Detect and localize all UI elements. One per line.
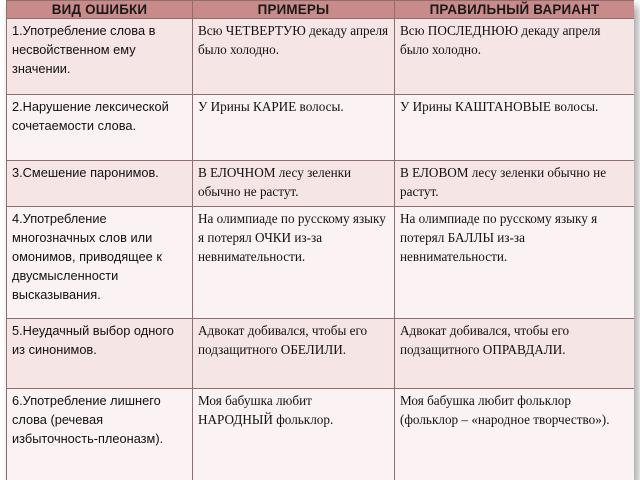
example-cell: Всю ЧЕТВЕРТУЮ декаду апреля было холодно.	[193, 19, 395, 95]
example-cell: Адвокат добивался, чтобы его подзащитного ОБЕЛИЛИ.	[193, 319, 395, 389]
example-cell: Моя бабушка любит НАРОДНЫЙ фольклор.	[193, 389, 395, 480]
correct-variant-cell: На олимпиаде по русскому языку я потерял БАЛЛЫ из-за невнимательности.	[395, 207, 635, 319]
error-type-cell: 2.Нарушение лексической сочетаемости слова.	[7, 95, 193, 161]
error-type-cell: 4.Употребление многозначных слов или омонимов, приводящее к двусмысленности высказывания.	[7, 207, 193, 319]
table-row	[7, 389, 635, 480]
table-row	[7, 319, 635, 389]
correct-variant-cell: У Ирины КАШТАНОВЫЕ волосы.	[395, 95, 635, 161]
error-type-cell: 1.Употребление слова в несвойственном ему значении.	[7, 19, 193, 95]
error-type-cell: 3.Смешение паронимов.	[7, 161, 193, 207]
error-table-container	[6, 0, 634, 480]
example-cell: У Ирины КАРИЕ волосы.	[193, 95, 395, 161]
header-examples: ПРИМЕРЫ	[193, 1, 395, 19]
table-row	[7, 161, 635, 207]
error-type-cell: 6.Употребление лишнего слова (речевая избыточность-плеоназм).	[7, 389, 193, 480]
error-type-cell: 5.Неудачный выбор одного из синонимов.	[7, 319, 193, 389]
correct-variant-cell: Всю ПОСЛЕДНЮЮ декаду апреля было холодно.	[395, 19, 635, 95]
correct-variant-cell: Адвокат добивался, чтобы его подзащитного ОПРАВДАЛИ.	[395, 319, 635, 389]
example-cell: В ЕЛОЧНОМ лесу зеленки обычно не растут.	[193, 161, 395, 207]
table-row	[7, 95, 635, 161]
header-correct-variant: ПРАВИЛЬНЫЙ ВАРИАНТ	[395, 1, 635, 19]
speech-errors-table	[6, 0, 634, 480]
example-cell: На олимпиаде по русскому языку я потерял ОЧКИ из-за невнимательности.	[193, 207, 395, 319]
table-row	[7, 19, 635, 95]
header-error-type: ВИД ОШИБКИ	[7, 1, 193, 19]
correct-variant-cell: В ЕЛОВОМ лесу зеленки обычно не растут.	[395, 161, 635, 207]
table-row	[7, 207, 635, 319]
table-header-row	[7, 1, 635, 19]
correct-variant-cell: Моя бабушка любит фольклор (фольклор – «народное творчество»).	[395, 389, 635, 480]
